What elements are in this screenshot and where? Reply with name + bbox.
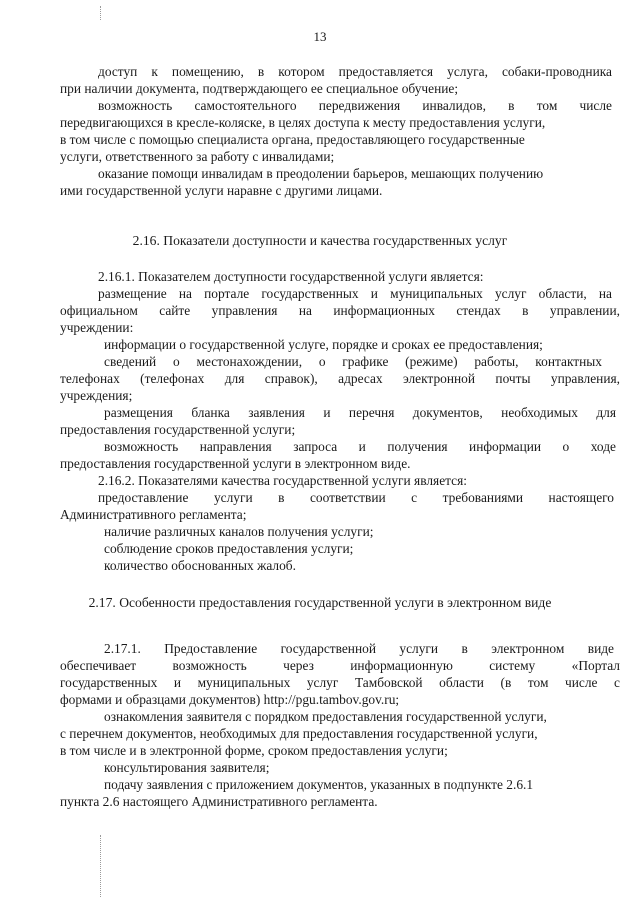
text-line: размещение на портале государственных и муниципальных услуг области, на (98, 286, 612, 301)
text-line: ими государственной услуги наравне с другими лицами. (60, 183, 383, 198)
text-line: при наличии документа, подтверждающего ее специальное обучение; (60, 81, 459, 96)
text-line: предоставление услуги в соответствии с требованиями настоящего (98, 490, 614, 505)
section-heading-2-17: 2.17. Особенности предоставления государственной услуги в электронном виде (88, 595, 552, 610)
text-line: консультирования заявителя; (104, 760, 270, 775)
text-line: пункта 2.6 настоящего Административного регламента. (60, 794, 378, 809)
text-line: оказание помощи инвалидам в преодолении барьеров, мешающих получению (98, 166, 544, 181)
text-line: количество обоснованных жалоб. (104, 558, 296, 573)
text-line: с перечнем документов, необходимых для предоставления государственной услуги, (60, 726, 538, 741)
text-line: подачу заявления с приложением документов, указанных в подпункте 2.6.1 (104, 777, 534, 792)
text-line: телефонах (телефонах для справок), адресах электронной почты управления, (60, 371, 620, 386)
text-line: сведений о местонахождении, о графике (режиме) работы, контактных (104, 354, 602, 369)
text-line: предоставления государственной услуги; (60, 422, 296, 437)
text-line: ознакомления заявителя с порядком предоставления государственной услуги, (104, 709, 547, 724)
text-line: формами и образцами документов) http://pgu.tambov.gov.ru; (60, 692, 400, 707)
text-line: учреждении: (60, 320, 134, 335)
text-line: учреждения; (60, 388, 133, 403)
text-line: доступ к помещению, в котором предоставляется услуга, собаки-проводника (98, 64, 612, 79)
text-line: соблюдение сроков предоставления услуги; (104, 541, 354, 556)
text-line: обеспечивает возможность через информационную систему «Портал (60, 658, 620, 673)
text-line: возможность направления запроса и получения информации о ходе (104, 439, 616, 454)
text-line: наличие различных каналов получения услуги; (104, 524, 374, 539)
text-line: возможность самостоятельного передвижения инвалидов, в том числе (98, 98, 612, 113)
text-line: официальном сайте управления на информационных стендах в управлении, (60, 303, 620, 318)
text-line: 2.17.1. Предоставление государственной услуги в электронном виде (104, 641, 614, 656)
section-heading-2-16: 2.16. Показатели доступности и качества государственных услуг (132, 233, 508, 248)
text-line: 2.16.2. Показателями качества государственной услуги является: (98, 473, 467, 488)
text-line: 2.16.1. Показателем доступности государственной услуги является: (98, 269, 484, 284)
text-line: размещения бланка заявления и перечня документов, необходимых для (104, 405, 616, 420)
page-number: 13 (313, 29, 327, 44)
text-line: информации о государственной услуге, порядке и сроках ее предоставления; (104, 337, 543, 352)
text-line: предоставления государственной услуги в электронном виде. (60, 456, 411, 471)
text-line: государственных и муниципальных услуг Тамбовской области (в том числе с (60, 675, 620, 690)
text-line: передвигающихся в кресле-коляске, в целях доступа к месту предоставления услуги, (60, 115, 546, 130)
text-line: в том числе с помощью специалиста органа, предоставляющего государственные (60, 132, 525, 147)
text-line: в том числе и в электронной форме, сроком предоставления услуги; (60, 743, 448, 758)
scan-mark-top (100, 6, 101, 20)
text-line: Административного регламента; (60, 507, 247, 522)
scan-mark-bottom (100, 835, 101, 897)
text-line: услуги, ответственного за работу с инвалидами; (60, 149, 335, 164)
